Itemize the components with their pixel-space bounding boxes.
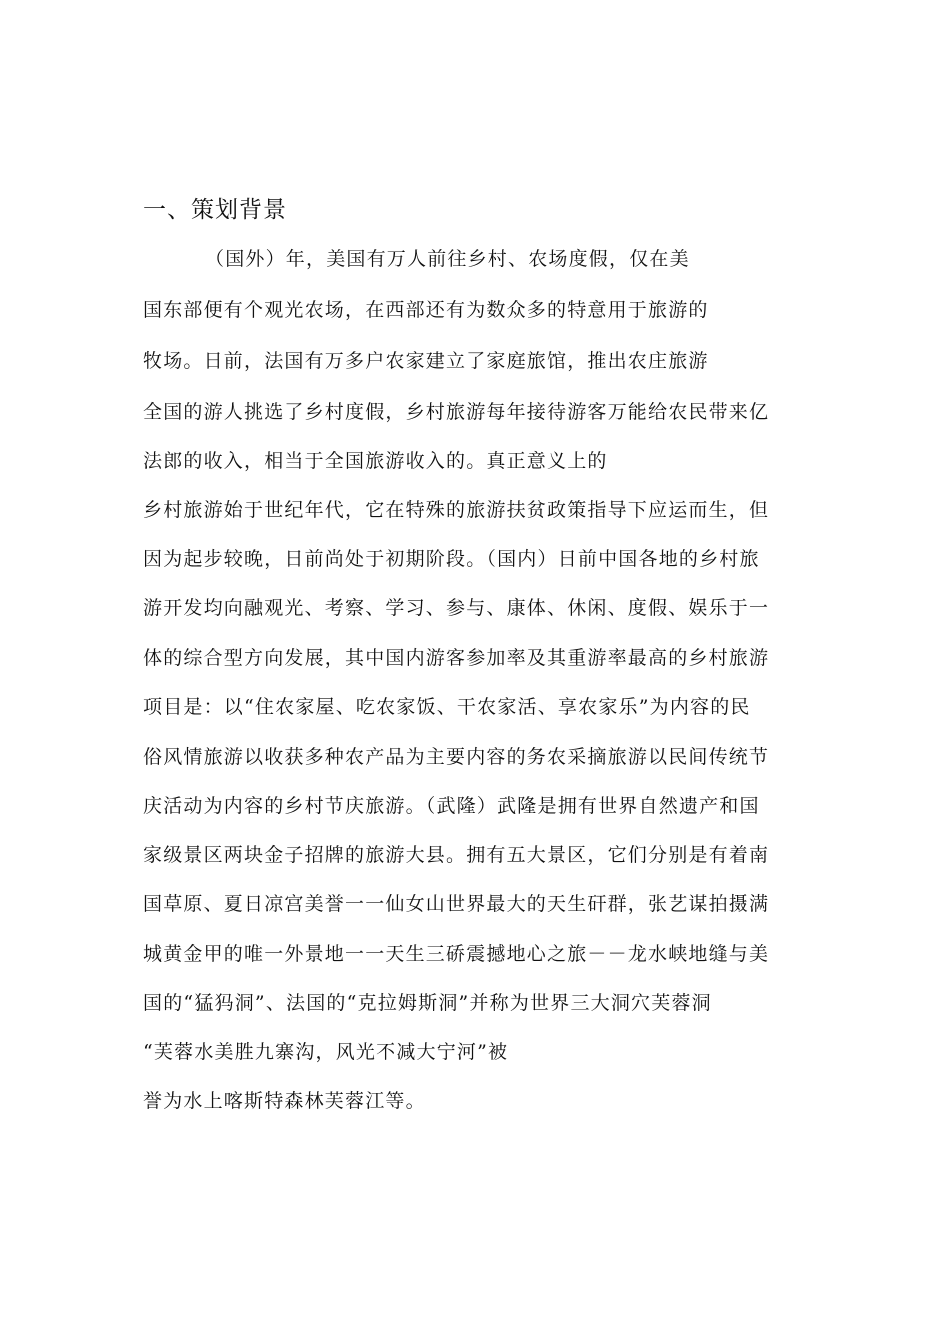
paragraph-line: 城黄金甲的唯一外景地一一天生三硚震撼地心之旅－－龙水峡地缝与美 (143, 943, 770, 965)
paragraph-line: 乡村旅游始于世纪年代，它在特殊的旅游扶贫政策指导下应运而生，但 (143, 499, 770, 521)
paragraph-line: 牧场。日前，法国有万多户农家建立了家庭旅馆，推出农庄旅游 (143, 350, 709, 372)
paragraph-line: 法郎的收入，相当于全国旅游收入的。真正意义上的 (143, 450, 608, 472)
paragraph-line: “芙蓉水美胜九寨沟，风光不减大宁河”被 (143, 1041, 509, 1063)
paragraph-line: （国外）年，美国有万人前往乡村、农场度假，仅在美 (205, 248, 690, 270)
paragraph-line: 家级景区两块金子招牌的旅游大县。拥有五大景区，它们分别是有着南 (143, 844, 770, 866)
paragraph-line: 国的“猛犸洞”、法国的“克拉姆斯洞”并称为世界三大洞穴芙蓉洞 (143, 992, 712, 1014)
paragraph-line: 俗风情旅游以收获多种农产品为主要内容的务农采摘旅游以民间传统节 (143, 746, 770, 768)
paragraph-line: 庆活动为内容的乡村节庆旅游。（武隆）武隆是拥有世界自然遗产和国 (143, 795, 760, 817)
paragraph-line: 誉为水上喀斯特森林芙蓉江等。 (143, 1090, 426, 1112)
paragraph-line: 项目是：以“住农家屋、吃农家饭、干农家活、享农家乐”为内容的民 (143, 696, 751, 718)
paragraph-line: 体的综合型方向发展，其中国内游客参加率及其重游率最高的乡村旅游 (143, 647, 770, 669)
paragraph-line: 国东部便有个观光农场，在西部还有为数众多的特意用于旅游的 (143, 299, 709, 321)
paragraph-line: 国草原、夏日凉宫美誉一一仙女山世界最大的天生矸群，张艺谋拍摄满 (143, 893, 770, 915)
section-heading: 一、策划背景 (143, 197, 287, 223)
paragraph-line: 因为起步较晚，日前尚处于初期阶段。（国内）日前中国各地的乡村旅 (143, 548, 760, 570)
paragraph-line: 游开发均向融观光、考察、学习、参与、康体、休闲、度假、娱乐于一 (143, 597, 770, 619)
paragraph-line: 全国的游人挑选了乡村度假，乡村旅游每年接待游客万能给农民带来亿 (143, 401, 770, 423)
